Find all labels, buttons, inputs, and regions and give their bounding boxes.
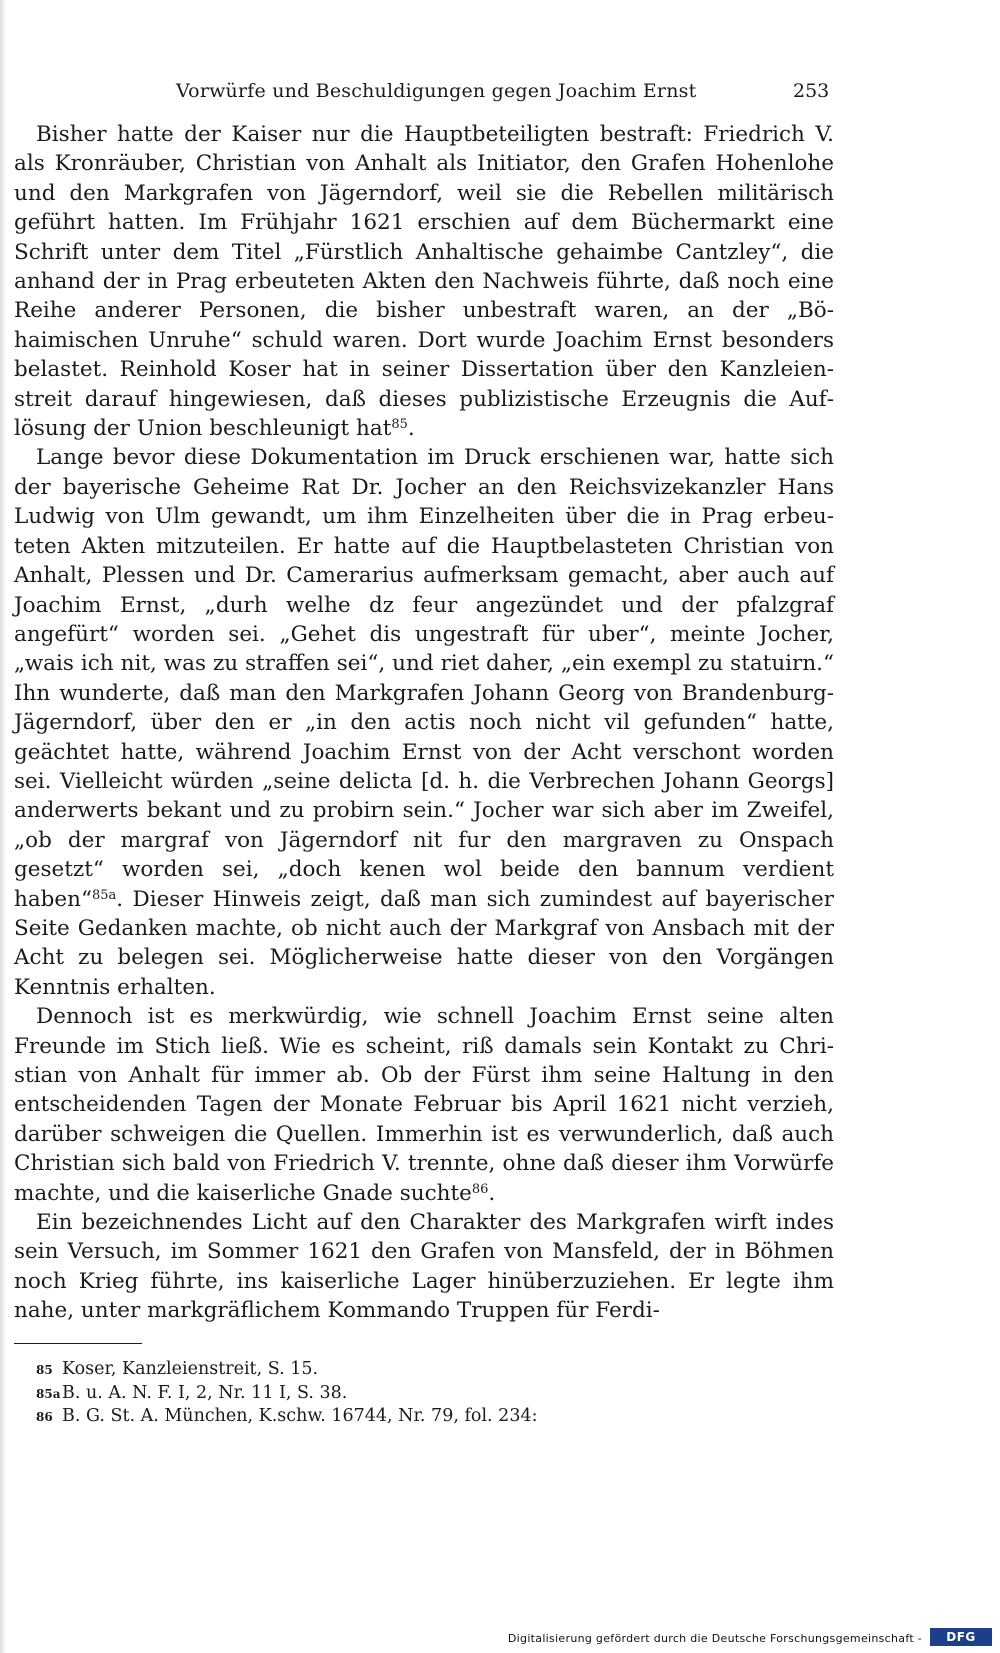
paragraph-text: Bisher hatte der Kaiser nur die Hauptbeteiligten bestraft: Friedrich V. als Kronräuber, Christian von Anhalt als Initiator, den Grafen Hohenlohe und den Markgrafen von Jägerndorf, weil sie die Rebellen militärisch geführt hatten. Im Frühjahr 1621 erschien auf dem Büchermarkt eine Schrift unter dem Titel „Fürstlich Anhaltische gehaimbe Cantzley“, die anhand der in Prag erbeuteten Akten den Nachweis führte, daß noch eine Reihe anderer Personen, die bisher unbestraft waren, an der „Böhaimischen Unruhe“ schuld waren. Dort wurde Joachim Ernst besonders belastet. Reinhold Koser hat in seiner Dissertation über den Kanzleienstreit darauf hingewiesen, daß dieses publizistische Erzeugnis die Auflösung der Union beschleunigt hat bbox=[14, 122, 834, 442]
running-header-title: Vorwürfe und Beschuldigungen gegen Joachim Ernst bbox=[176, 80, 697, 102]
dfg-logo: DFG bbox=[930, 1628, 992, 1646]
footnote bbox=[36, 1382, 537, 1406]
paragraph bbox=[14, 1208, 834, 1326]
body-text bbox=[14, 120, 834, 1326]
scan-edge-shadow bbox=[0, 0, 6, 1653]
footnote-mark: 85a bbox=[36, 1386, 61, 1401]
paragraph bbox=[14, 120, 834, 443]
footnote-reference: 86 bbox=[471, 1181, 489, 1197]
footnotes bbox=[36, 1358, 537, 1429]
paragraph bbox=[14, 1002, 834, 1208]
footnote-text: B. G. St. A. München, K.schw. 16744, Nr. 79, fol. 234: bbox=[62, 1406, 538, 1426]
digitization-credit: Digitalisierung gefördert durch die Deutsche Forschungsgemeinschaft - bbox=[507, 1632, 922, 1645]
footnote-text: Koser, Kanzleienstreit, S. 15. bbox=[62, 1359, 319, 1379]
footnote-mark: 86 bbox=[36, 1410, 53, 1424]
footnote-text: B. u. A. N. F. I, 2, Nr. 11 I, S. 38. bbox=[62, 1382, 348, 1403]
paragraph-tail: . Dieser Hinweis zeigt, daß man sich zumindest auf bayerischer Seite Gedanken machte, ob nicht auch der Markgraf von Ansbach mit der Acht zu belegen sei. Möglicherweise hatte dieser von den Vorgängen Kenntnis erhalten. bbox=[14, 886, 834, 1000]
paragraph bbox=[14, 443, 834, 1002]
footnote-reference: 85 bbox=[391, 417, 408, 433]
footnote bbox=[36, 1405, 537, 1429]
paragraph-text: Ein bezeichnendes Licht auf den Charakter des Markgrafen wirft indes sein Versuch, im Sommer 1621 den Grafen von Mansfeld, der in Böhmen noch Krieg führte, ins kaiserliche Lager hinüberzuziehen. Er legte ihm nahe, unter markgräflichem Kommando Truppen für Ferdi- bbox=[14, 1210, 834, 1324]
footnote-mark: 85 bbox=[36, 1363, 53, 1377]
page-number: 253 bbox=[793, 80, 830, 102]
footnote bbox=[36, 1358, 537, 1382]
paragraph-text: Dennoch ist es merkwürdig, wie schnell Joachim Ernst seine alten Freunde im Stich ließ. Wie es scheint, riß damals sein Kontakt zu Christian von Anhalt für immer ab. Ob der Fürst ihm seine Haltung in den entscheidenden Tagen der Monate Februar bis April 1621 nicht verzieh, darüber schweigen die Quellen. Immerhin ist es verwunderlich, daß auch Christian sich bald von Friedrich V. trennte, ohne daß dieser ihm Vorwürfe machte, und die kaiserliche Gnade suchte bbox=[14, 1004, 834, 1206]
paragraph-tail: . bbox=[407, 416, 415, 442]
footnote-separator bbox=[14, 1343, 142, 1344]
paragraph-text: Lange bevor diese Dokumentation im Druck erschienen war, hatte sich der bayerische Geheime Rat Dr. Jocher an den Reichsvizekanzler Hans Ludwig von Ulm gewandt, um ihm Einzelheiten über die in Prag erbeuteten Akten mitzuteilen. Er hatte auf die Hauptbelasteten Christian von Anhalt, Plessen und Dr. Camerarius aufmerksam gemacht, aber auch auf Joachim Ernst, „durh welhe dz feur angezündet und der pfalzgraf angefürt“ worden sei. „Gehet dis ungestraft für uber“, meinte Jocher, „wais ich nit, was zu straffen sei“, und riet daher, „ein exempl zu statuirn.“ Ihn wunderte, daß man den Markgrafen Johann Georg von Brandenburg-Jägerndorf, über den er „in den actis noch nicht vil gefunden“ hatte, geächtet hatte, während Joachim Ernst von der Acht verschont worden sei. Vielleicht würden „seine delicta [d. h. die Verbrechen Johann Georgs] anderwerts bekant und zu probirn sein.“ Jocher war sich aber im Zweifel, „ob der margraf von Jägerndorf nit fur den margraven zu Onspach gesetzt“ worden sei, „doch kenen wol beide den bannum verdient haben“ bbox=[14, 445, 834, 912]
paragraph-tail: . bbox=[488, 1180, 496, 1206]
footnote-reference: 85a bbox=[92, 887, 117, 903]
